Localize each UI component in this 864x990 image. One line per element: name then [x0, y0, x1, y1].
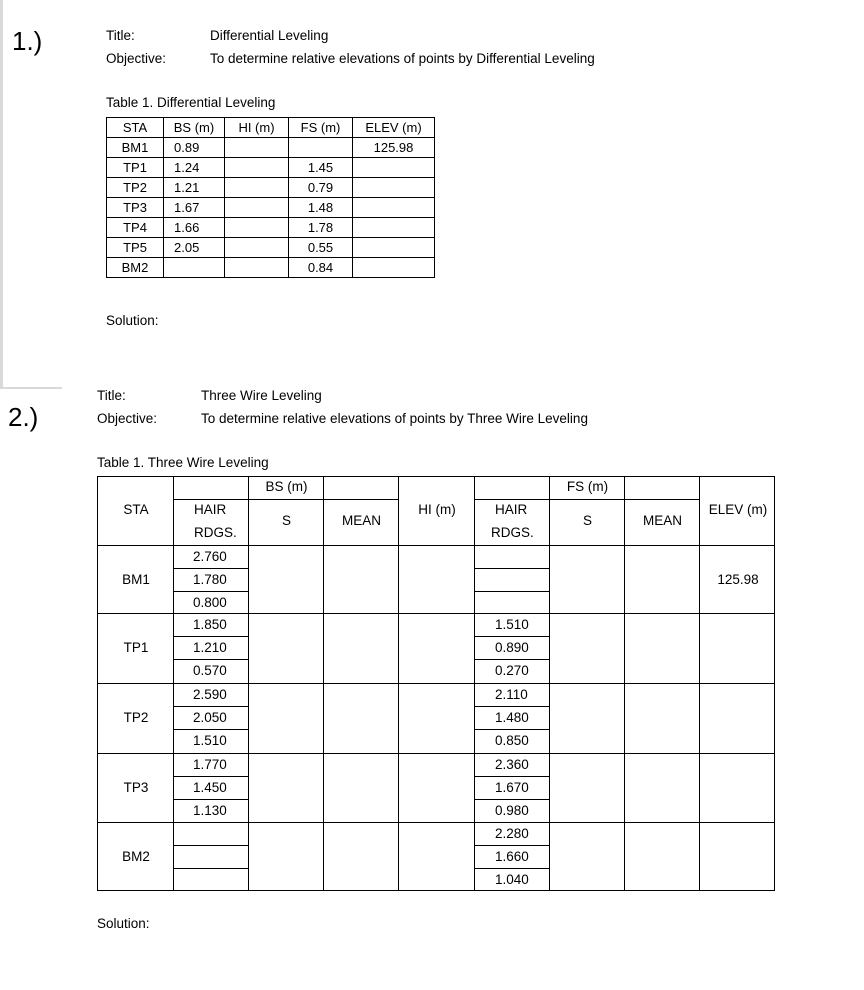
cell-hi — [225, 258, 289, 278]
objective-value: To determine relative elevations of points by Three Wire Leveling — [201, 411, 588, 426]
cell-elev — [353, 258, 435, 278]
fs-hair-reading: 1.660 — [495, 849, 529, 864]
station-label: TP1 — [123, 640, 149, 655]
fs-hair-reading: 2.280 — [495, 826, 529, 841]
fs-hair-reading: 1.510 — [495, 617, 529, 632]
bs-hair-reading: 1.850 — [193, 617, 227, 632]
cell-hi — [225, 218, 289, 238]
cell-fs: 0.84 — [289, 258, 353, 278]
objective-label: Objective: — [106, 51, 167, 66]
col-header-sta: STA — [123, 502, 149, 517]
cell-hi — [225, 178, 289, 198]
col-header-hi: HI (m) — [418, 502, 456, 517]
col-header: HI (m) — [225, 118, 289, 138]
cell-elev: 125.98 — [353, 138, 435, 158]
col-header-fs-hair: HAIR — [495, 502, 528, 517]
table-row — [107, 178, 435, 198]
reading-divider — [475, 706, 550, 707]
fs-hair-reading: 0.270 — [495, 663, 529, 678]
cell-sta: BM1 — [107, 138, 164, 158]
reading-divider — [475, 591, 550, 592]
col-header: BS (m) — [164, 118, 225, 138]
bs-hair-reading: 1.770 — [193, 757, 227, 772]
cell-sta: BM2 — [107, 258, 164, 278]
group-header-divider — [475, 499, 700, 500]
title-value: Differential Leveling — [210, 28, 329, 43]
fs-hair-reading: 2.360 — [495, 757, 529, 772]
row-divider — [98, 753, 774, 754]
solution-label: Solution: — [97, 916, 150, 931]
cell-bs: 1.21 — [164, 178, 225, 198]
cell-hi — [225, 238, 289, 258]
differential-leveling-table — [106, 117, 435, 278]
elev-value: 125.98 — [717, 572, 759, 587]
fs-hair-reading: 1.040 — [495, 872, 529, 887]
title-value: Three Wire Leveling — [201, 388, 322, 403]
reading-divider — [174, 776, 249, 777]
objective-value: To determine relative elevations of points by Differential Leveling — [210, 51, 595, 66]
reading-divider — [475, 776, 550, 777]
cell-sta: TP2 — [107, 178, 164, 198]
bs-hair-reading: 0.570 — [193, 663, 227, 678]
table-row — [107, 258, 435, 278]
table-row — [107, 158, 435, 178]
title-label: Title: — [106, 28, 135, 43]
bs-hair-reading: 1.780 — [193, 572, 227, 587]
col-header-fs-mean: MEAN — [642, 513, 682, 528]
reading-divider — [475, 568, 550, 569]
row-divider — [98, 683, 774, 684]
cell-bs: 0.89 — [164, 138, 225, 158]
bs-hair-reading: 2.590 — [193, 687, 227, 702]
fs-hair-reading: 2.110 — [495, 687, 528, 702]
cell-hi — [225, 158, 289, 178]
cell-bs — [164, 258, 225, 278]
margin-line — [0, 0, 3, 388]
reading-divider — [475, 659, 550, 660]
bs-hair-reading: 2.760 — [193, 549, 227, 564]
group-header-divider — [174, 499, 399, 500]
cell-fs: 0.55 — [289, 238, 353, 258]
cell-bs: 1.66 — [164, 218, 225, 238]
col-header-elev: ELEV (m) — [708, 502, 768, 517]
table-header-row — [107, 118, 435, 138]
reading-divider — [174, 591, 249, 592]
cell-bs: 2.05 — [164, 238, 225, 258]
row-divider — [98, 545, 774, 546]
col-header-hair: HAIR — [194, 502, 227, 517]
col-header: STA — [107, 118, 164, 138]
col-header-fs-s: S — [582, 513, 592, 528]
cell-hi — [225, 138, 289, 158]
col-header-fs-rdgs: RDGS. — [491, 525, 534, 540]
cell-elev — [353, 178, 435, 198]
cell-fs — [289, 138, 353, 158]
cell-fs: 1.78 — [289, 218, 353, 238]
station-label: BM1 — [122, 572, 150, 587]
col-header-fs: FS (m) — [566, 479, 609, 494]
three-wire-leveling-table — [97, 476, 775, 891]
cell-elev — [353, 198, 435, 218]
solution-label: Solution: — [106, 313, 159, 328]
reading-divider — [174, 799, 249, 800]
fs-hair-reading: 0.980 — [495, 803, 529, 818]
fs-hair-reading: 1.670 — [495, 780, 529, 795]
bs-hair-reading: 1.130 — [193, 803, 227, 818]
table-row — [107, 198, 435, 218]
reading-divider — [475, 868, 550, 869]
reading-divider — [174, 568, 249, 569]
station-label: TP3 — [123, 780, 149, 795]
cell-elev — [353, 158, 435, 178]
reading-divider — [174, 636, 249, 637]
fs-hair-reading: 0.850 — [495, 733, 529, 748]
cell-elev — [353, 218, 435, 238]
table-row — [107, 218, 435, 238]
cell-sta: TP1 — [107, 158, 164, 178]
bs-hair-reading: 1.510 — [193, 733, 227, 748]
cell-bs: 1.67 — [164, 198, 225, 218]
cell-hi — [225, 198, 289, 218]
reading-divider — [475, 799, 550, 800]
col-header-mean: MEAN — [341, 513, 381, 528]
reading-divider — [174, 659, 249, 660]
bs-hair-reading: 2.050 — [193, 710, 227, 725]
bs-hair-reading: 1.450 — [193, 780, 227, 795]
reading-divider — [475, 729, 550, 730]
row-divider — [98, 822, 774, 823]
title-label: Title: — [97, 388, 126, 403]
reading-divider — [174, 729, 249, 730]
row-divider — [98, 613, 774, 614]
reading-divider — [475, 636, 550, 637]
cell-elev — [353, 238, 435, 258]
cell-sta: TP3 — [107, 198, 164, 218]
col-header: FS (m) — [289, 118, 353, 138]
reading-divider — [174, 845, 249, 846]
cell-bs: 1.24 — [164, 158, 225, 178]
col-header-s: S — [281, 513, 291, 528]
reading-divider — [475, 845, 550, 846]
station-label: TP2 — [123, 710, 149, 725]
section-number: 1.) — [12, 26, 43, 56]
cell-fs: 1.45 — [289, 158, 353, 178]
cell-fs: 1.48 — [289, 198, 353, 218]
table-caption: Table 1. Differential Leveling — [106, 95, 276, 110]
reading-divider — [174, 706, 249, 707]
col-header-rdgs: RDGS. — [194, 525, 237, 540]
fs-hair-reading: 0.890 — [495, 640, 529, 655]
margin-line — [0, 387, 62, 389]
section-number: 2.) — [8, 402, 39, 432]
table-row — [107, 238, 435, 258]
table-row — [107, 138, 435, 158]
fs-hair-reading: 1.480 — [495, 710, 529, 725]
col-header-bs: BS (m) — [265, 479, 308, 494]
bs-hair-reading: 1.210 — [193, 640, 227, 655]
table-caption: Table 1. Three Wire Leveling — [97, 455, 269, 470]
station-label: BM2 — [122, 849, 150, 864]
bs-hair-reading: 0.800 — [193, 595, 227, 610]
col-header: ELEV (m) — [353, 118, 435, 138]
cell-sta: TP5 — [107, 238, 164, 258]
reading-divider — [174, 868, 249, 869]
cell-fs: 0.79 — [289, 178, 353, 198]
objective-label: Objective: — [97, 411, 158, 426]
cell-sta: TP4 — [107, 218, 164, 238]
